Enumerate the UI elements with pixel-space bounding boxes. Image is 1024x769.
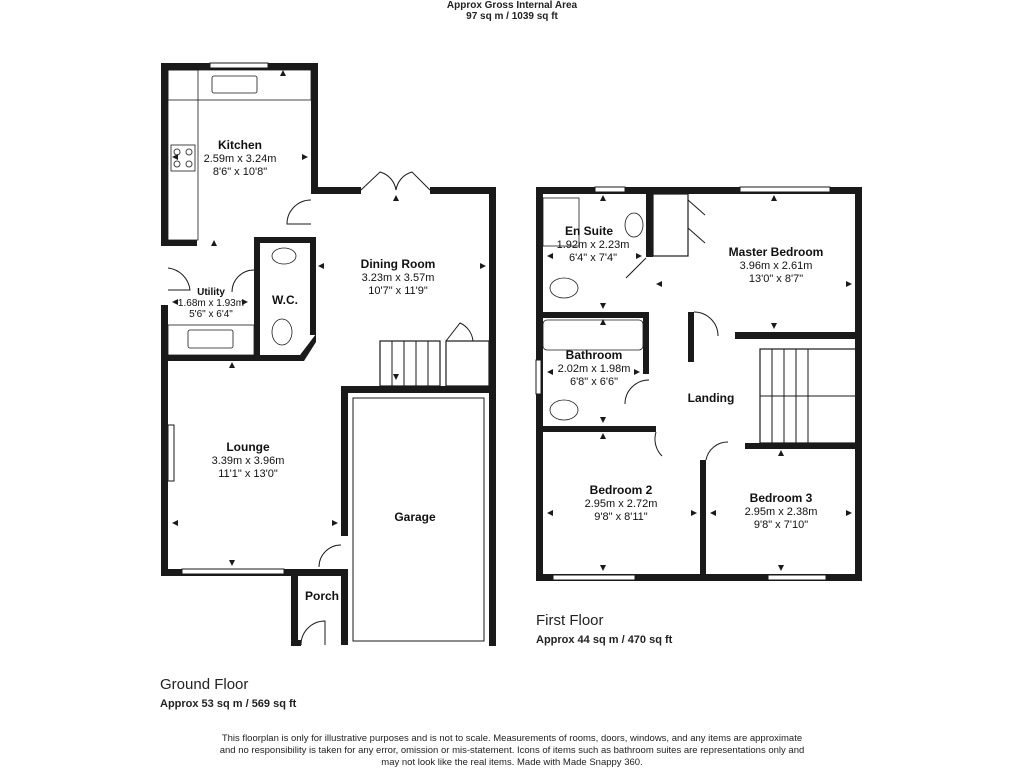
wall <box>310 237 316 335</box>
door-swing <box>694 312 718 336</box>
master-bedroom-metric: 3.96m x 2.61m <box>739 260 813 272</box>
wall <box>341 386 348 536</box>
ground-floor-plan <box>161 63 496 646</box>
toilet-icon <box>272 319 292 345</box>
bedroom-2-metric: 2.95m x 2.72m <box>584 498 658 510</box>
basin-icon <box>272 248 296 264</box>
wall <box>489 187 496 397</box>
wall <box>646 187 653 257</box>
porch-name: Porch <box>304 589 340 603</box>
wall <box>536 426 656 432</box>
window <box>553 575 635 580</box>
french-door-swing <box>361 172 396 190</box>
dim-arrow <box>600 565 606 571</box>
door-swing <box>168 268 190 290</box>
wall <box>291 640 301 646</box>
disclaimer-line: This floorplan is only for illustrative purposes and is not to scale. Measurements of rooms, doors, windows, and any items are approximate <box>221 733 803 744</box>
wall <box>311 63 318 193</box>
wall <box>643 312 649 374</box>
wall <box>161 360 168 575</box>
dining-imperial: 10'7" x 11'9" <box>368 285 428 297</box>
sink-icon <box>212 76 257 93</box>
garage-name: Garage <box>394 510 436 524</box>
first-floor-area: Approx 44 sq m / 470 sq ft <box>536 634 673 646</box>
dim-arrow <box>778 450 784 456</box>
ensuite-imperial: 6'4" x 7'4" <box>568 252 618 264</box>
bathroom-imperial: 6'8" x 6'6" <box>569 376 619 388</box>
window <box>740 187 830 192</box>
wall <box>291 569 298 645</box>
utility-metric: 1.68m x 1.93m <box>177 298 245 309</box>
dim-arrow <box>778 565 784 571</box>
wall <box>745 443 862 449</box>
bedroom-3-imperial: 9'8" x 7'10" <box>753 519 809 531</box>
sink-icon <box>188 330 233 348</box>
landing-name: Landing <box>687 391 735 405</box>
dim-arrow <box>600 433 606 439</box>
door-swing <box>706 442 728 460</box>
window <box>182 569 284 574</box>
dim-arrow <box>393 195 399 201</box>
disclaimer <box>150 733 874 769</box>
hob-ring <box>174 149 180 155</box>
french-door-swing <box>396 172 430 190</box>
window <box>595 187 625 192</box>
disclaimer-line: and no responsibility is taken for any error, omission or mis-statement. Icons of items such as bathroom suites are representations only and <box>219 745 805 756</box>
door-swing <box>287 200 311 224</box>
cupboard-door <box>446 323 473 341</box>
staircase <box>380 341 440 386</box>
ground-floor-title: Ground Floor <box>160 676 249 693</box>
bath-icon <box>543 320 643 350</box>
wall <box>536 312 643 318</box>
dim-arrow <box>846 510 852 516</box>
dim-arrow <box>172 520 178 526</box>
wall <box>161 355 261 361</box>
wall <box>735 332 862 339</box>
first-floor-plan <box>536 187 862 581</box>
dim-arrow <box>280 70 286 76</box>
fireplace <box>168 425 174 481</box>
worktop <box>168 70 198 240</box>
wc-name: W.C. <box>272 293 298 307</box>
bedroom-2-imperial: 9'8" x 8'11" <box>594 511 648 523</box>
ground-floor-area: Approx 53 sq m / 569 sq ft <box>160 698 297 710</box>
master-bedroom-name: Master Bedroom <box>728 245 824 259</box>
bathroom-metric: 2.02m x 1.98m <box>557 363 631 375</box>
kitchen-metric: 2.59m x 3.24m <box>203 153 277 165</box>
toilet-icon <box>550 278 578 298</box>
window <box>768 575 826 580</box>
dim-arrow <box>636 253 642 259</box>
cupboard <box>446 341 489 386</box>
dim-arrow <box>846 281 852 287</box>
door-swing <box>655 432 662 456</box>
dim-arrow <box>547 253 553 259</box>
worktop <box>168 70 311 100</box>
door-swing <box>301 621 325 645</box>
dim-arrow <box>771 195 777 201</box>
wall <box>311 187 361 194</box>
dim-arrow <box>600 303 606 309</box>
bedroom-3-metric: 2.95m x 2.38m <box>744 506 818 518</box>
wall <box>341 569 348 645</box>
master-bedroom-imperial: 13'0" x 8'7" <box>748 273 804 285</box>
door-swing <box>232 270 254 292</box>
dim-arrow <box>480 263 486 269</box>
lounge-metric: 3.39m x 3.96m <box>211 455 285 467</box>
ensuite-metric: 1.92m x 2.23m <box>556 239 630 251</box>
utility-name: Utility <box>197 287 225 298</box>
wall <box>254 237 260 361</box>
dim-arrow <box>229 560 235 566</box>
disclaimer-line: may not look like the real items. Made with Made Snappy 360. <box>381 757 643 768</box>
dim-arrow <box>634 369 640 375</box>
dim-arrow <box>229 362 235 368</box>
hob-ring <box>186 149 192 155</box>
dim-arrow <box>318 263 324 269</box>
dim-arrow <box>211 240 217 246</box>
gross-area-value: 97 sq m / 1039 sq ft <box>466 11 558 22</box>
dim-arrow <box>656 281 662 287</box>
wall <box>688 312 694 362</box>
dim-arrow <box>600 195 606 201</box>
wardrobe-door <box>688 200 705 243</box>
ensuite-name: En Suite <box>564 224 614 238</box>
dim-arrow <box>172 154 178 160</box>
bedroom-3-name: Bedroom 3 <box>749 491 813 505</box>
dim-arrow <box>547 369 553 375</box>
hob-ring <box>186 161 192 167</box>
wall <box>254 334 316 361</box>
door-swing <box>625 380 649 404</box>
dim-arrow <box>710 510 716 516</box>
dining-name: Dining Room <box>360 257 436 271</box>
dining-metric: 3.23m x 3.57m <box>361 272 435 284</box>
gross-area-label: Approx Gross Internal Area <box>446 0 578 11</box>
window <box>210 63 268 68</box>
wall <box>430 187 496 194</box>
dim-arrow <box>691 510 697 516</box>
kitchen-imperial: 8'6" x 10'8" <box>212 166 268 178</box>
dim-arrow <box>600 417 606 423</box>
wall <box>161 240 197 246</box>
dim-arrow <box>771 323 777 329</box>
lounge-name: Lounge <box>226 440 270 454</box>
basin-icon <box>625 213 643 237</box>
door-swing <box>626 258 646 278</box>
dim-arrow <box>393 374 399 380</box>
bathroom-name: Bathroom <box>565 348 623 362</box>
wall <box>341 386 496 393</box>
dim-arrow <box>547 510 553 516</box>
lounge-imperial: 11'1" x 13'0" <box>218 468 278 480</box>
worktop <box>168 325 254 355</box>
wall <box>489 386 496 646</box>
utility-imperial: 5'6" x 6'4" <box>189 309 233 320</box>
window <box>536 360 541 394</box>
first-floor-title: First Floor <box>536 612 604 629</box>
toilet-icon <box>550 400 578 420</box>
bedroom-2-name: Bedroom 2 <box>589 483 653 497</box>
wall <box>161 63 168 243</box>
hob-ring <box>174 161 180 167</box>
door-swing <box>319 545 341 567</box>
kitchen-name: Kitchen <box>217 138 263 152</box>
dim-arrow <box>302 154 308 160</box>
wall <box>700 460 706 580</box>
wall <box>254 237 316 243</box>
wardrobe <box>653 194 688 256</box>
dim-arrow <box>332 520 338 526</box>
